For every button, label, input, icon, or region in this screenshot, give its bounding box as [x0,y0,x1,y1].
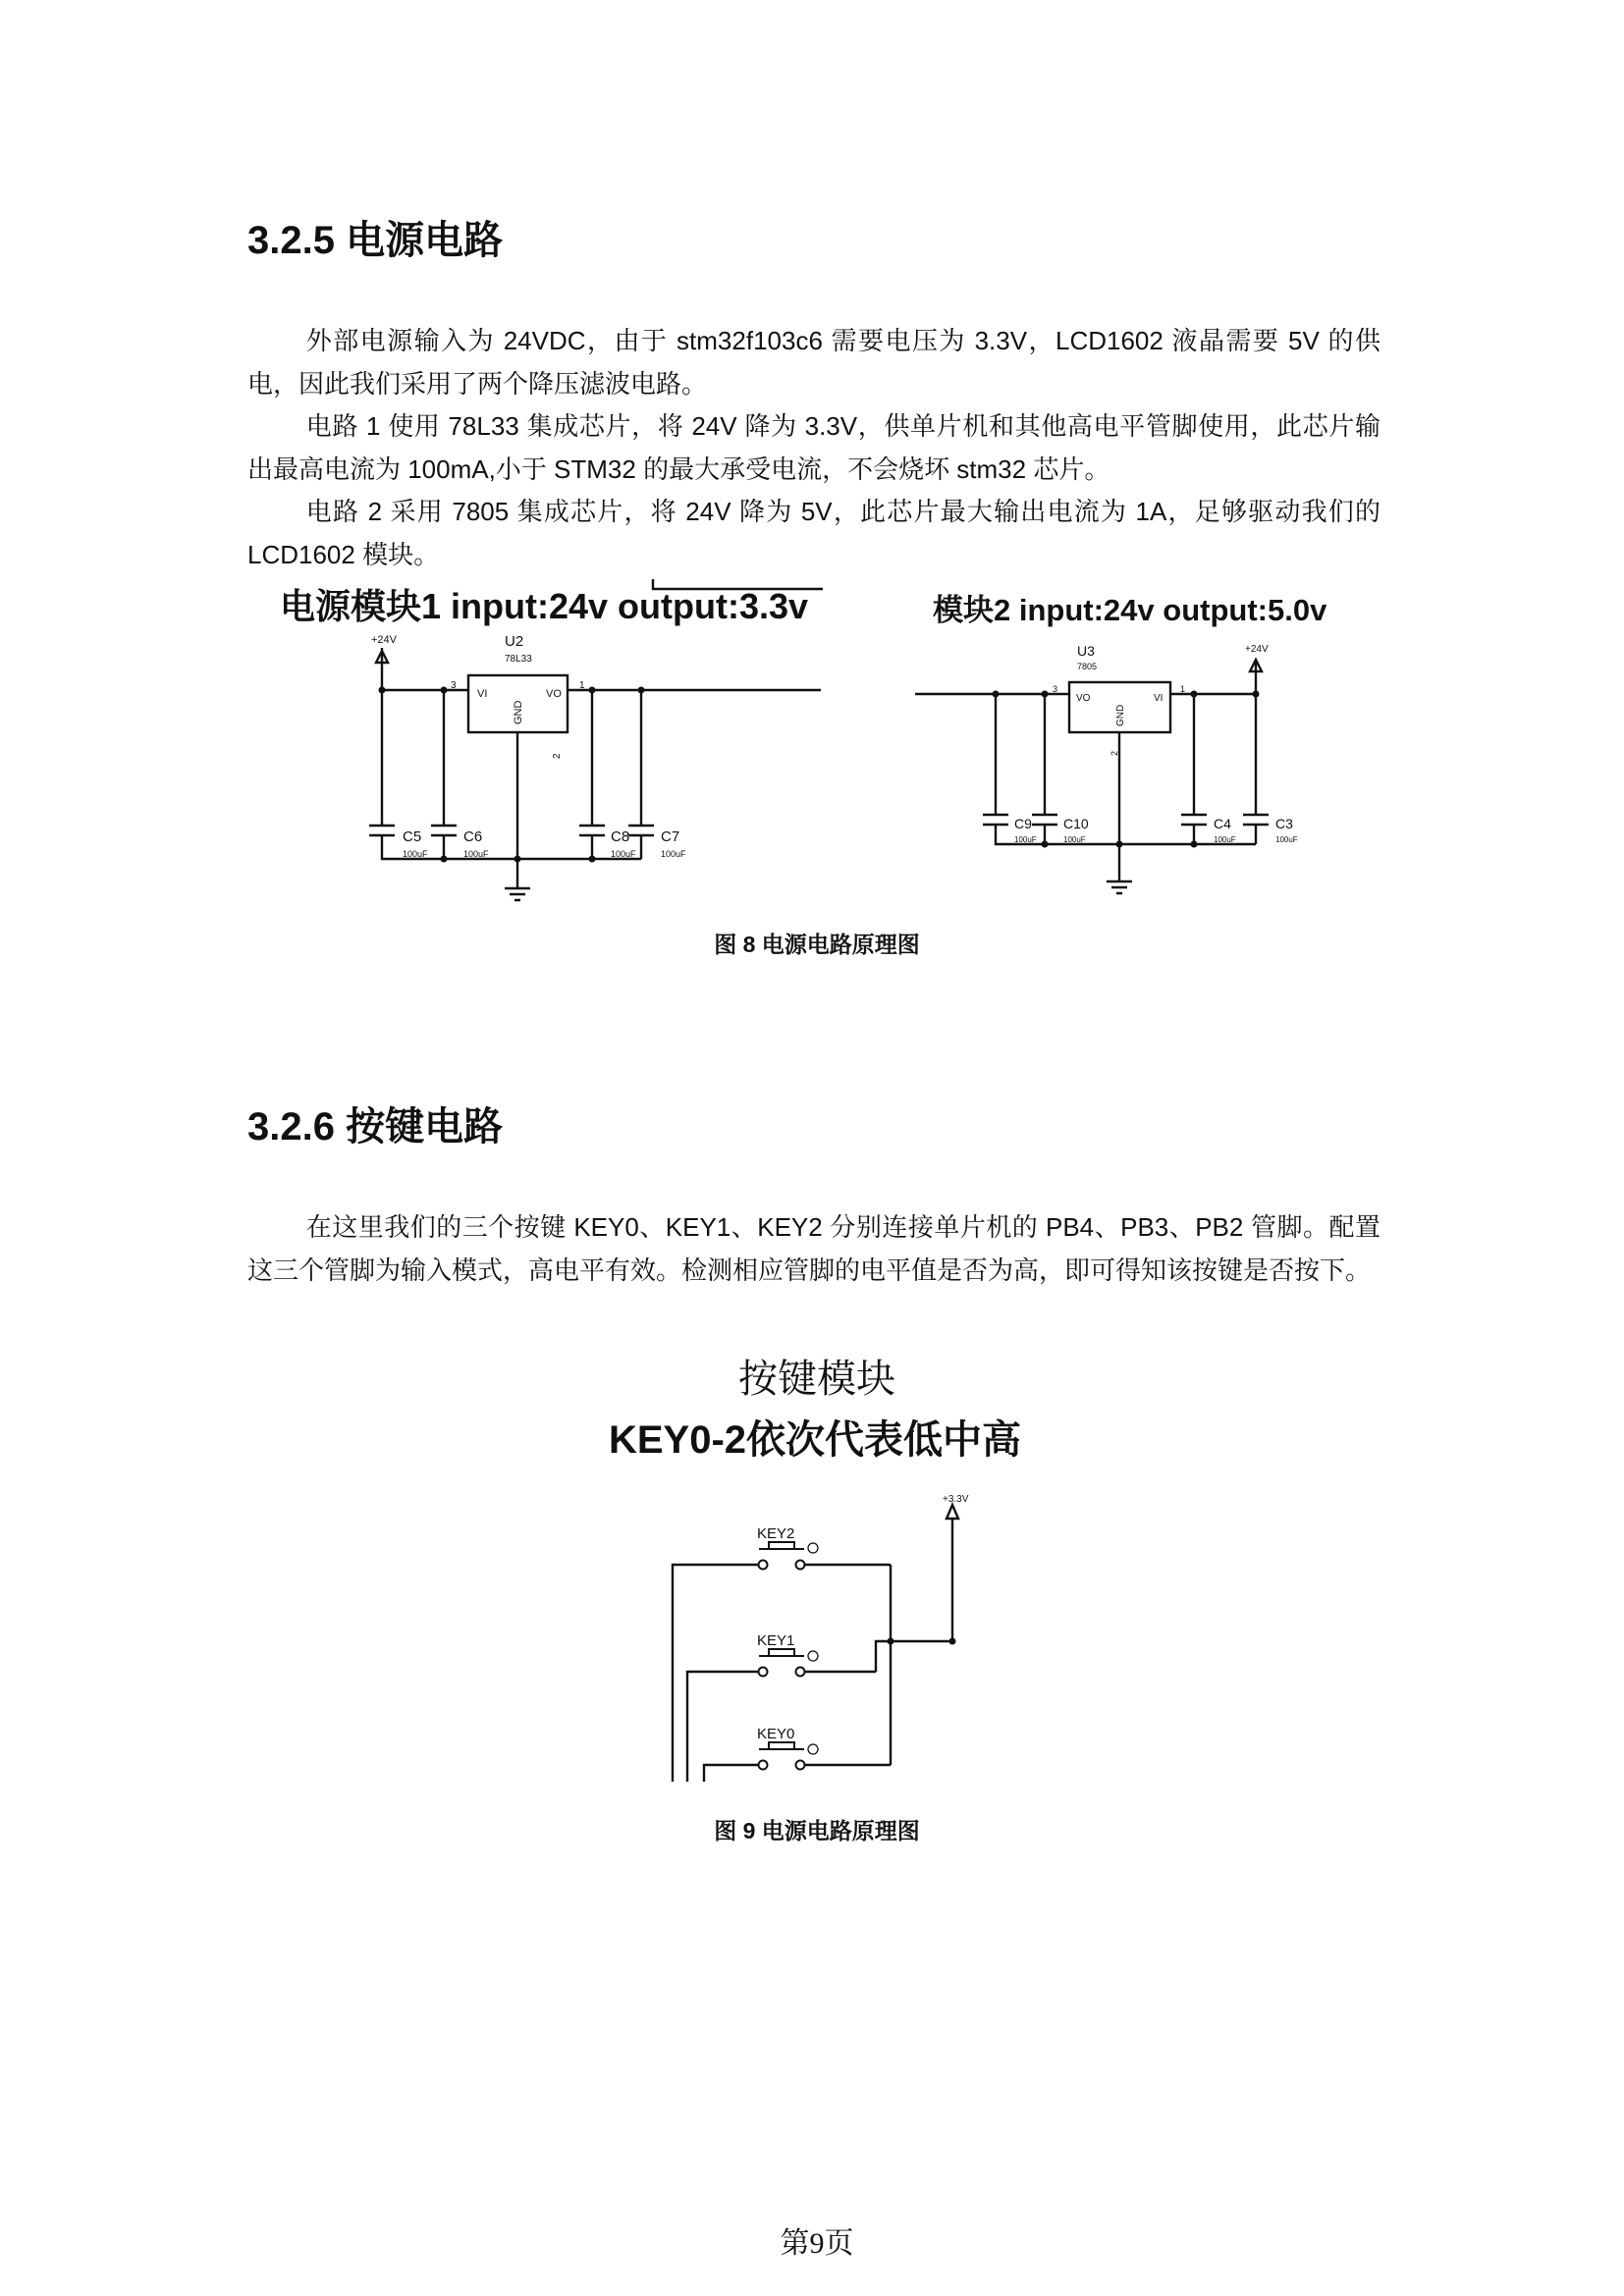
section-heading-power: 3.2.5 电源电路 [247,219,504,262]
supply-arrow-icon [1250,660,1262,672]
cap-ref: C10 [1063,816,1089,831]
page-number: 第9页 [780,2227,854,2260]
pin-number: 2 [1110,750,1119,756]
cap-value: 100uF [1275,835,1298,844]
figure-9-caption: 图 9 电源电路原理图 [714,1818,920,1843]
pin-label: VO [1076,693,1091,704]
cap-ref: C4 [1214,816,1231,831]
pin-label: VI [477,688,488,700]
chip-ref: U2 [505,633,524,650]
cap-value: 100uF [611,849,636,859]
ground-icon [505,888,530,900]
paragraph: 外部电源输入为 24VDC，由于 stm32f103c6 需要电压为 3.3V，LCD1602 液晶需要 5V 的供电，因此我们采用了两个降压滤波电路。 [247,326,1380,399]
chip-part: 7805 [1077,662,1098,671]
pin-number: 1 [1180,684,1186,694]
section-heading-keys: 3.2.6 按键电路 [247,1105,504,1148]
cap-ref: C9 [1014,816,1032,831]
module1-title: 电源模块1 input:24v output:3.3v [280,586,809,626]
pin-label: GND [1115,704,1126,726]
module2-title: 模块2 input:24v output:5.0v [933,593,1327,627]
cap-value: 100uF [1014,835,1037,844]
pin-number: 2 [552,753,563,759]
power-module-2-schematic [915,593,1327,893]
cap-value: 100uF [1063,835,1086,844]
figure-8-caption: 图 8 电源电路原理图 [714,932,920,957]
cap-ref: C8 [611,828,630,845]
power-module-1-schematic [280,579,823,900]
pin-number: 1 [579,680,585,691]
key-module-subtitle: KEY0-2依次代表低中高 [608,1418,1022,1462]
ground-icon [1107,881,1132,893]
pin-label: VO [546,688,562,700]
supply-arrow-icon [376,648,388,663]
key2-switch-icon [757,1525,818,1570]
cap-value: 100uF [661,849,686,859]
chip-ref: U3 [1077,643,1095,659]
pin-number: 3 [1053,684,1058,694]
cap-ref: C6 [463,828,483,845]
paragraph: 电路 1 使用 78L33 集成芯片，将 24V 降为 3.3V，供单片机和其他高电平管脚使用，此芯片输出最高电流为 100mA,小于 STM32 的最大承受电流，不会烧坏 stm32 芯片。 [247,411,1380,484]
paragraph: 电路 2 采用 7805 集成芯片，将 24V 降为 5V，此芯片最大输出电流为 1A，足够驱动我们的 LCD1602 模块。 [247,497,1380,569]
key0-switch-icon [757,1726,818,1770]
supply-arrow-icon [947,1505,958,1641]
cap-value: 100uF [403,849,428,859]
cap-value: 100uF [463,849,489,859]
pin-label: GND [513,700,524,724]
supply-label: +24V [371,634,397,646]
supply-label: +24V [1245,644,1269,655]
chip-part: 78L33 [505,654,532,665]
cap-ref: C7 [661,828,680,845]
pin-number: 3 [451,680,457,691]
cap-ref: C3 [1275,816,1293,831]
cap-value: 100uF [1214,835,1236,844]
key-module-schematic [609,1358,1021,1782]
key-label: KEY0 [757,1726,795,1742]
cap-ref: C5 [403,828,422,845]
paragraph: 在这里我们的三个按键 KEY0、KEY1、KEY2 分别连接单片机的 PB4、PB3、PB2 管脚。配置这三个管脚为输入模式，高电平有效。检测相应管脚的电平值是否为高，即可得知该按键是否按下。 [247,1212,1380,1285]
key-label: KEY1 [757,1632,795,1649]
supply-label: +3.3V [943,1494,969,1505]
key-module-title: 按键模块 [738,1358,895,1401]
pin-label: VI [1154,693,1164,704]
key1-switch-icon [757,1632,818,1677]
key-label: KEY2 [757,1525,795,1542]
